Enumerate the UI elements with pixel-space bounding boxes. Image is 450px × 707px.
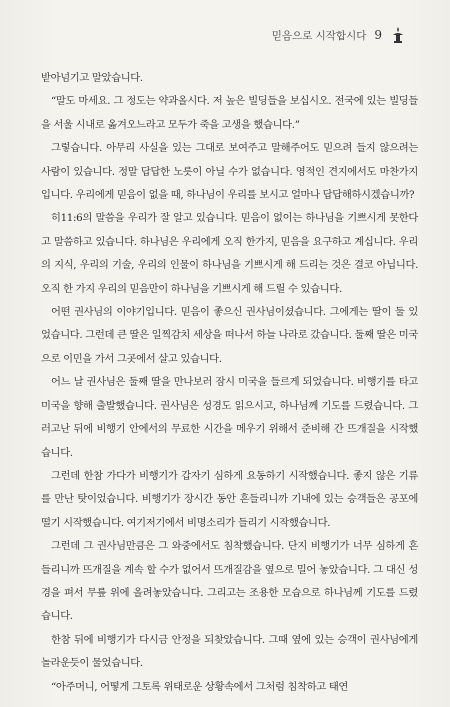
paragraph: 그런데 그 권사님만큼은 그 와중에서도 침착했습니다. 단지 비행기가 너무 심하게 흔들리니까 뜨개질을 계속 할 수가 없어서 뜨개질감을 옆으로 밀어 놓았습니다. 그 대신 성경을 펴서 무릎 위에 올려놓았습니다. 그리고는 조용한 모습으로 하나님께 기도를 드렸습니다. (41, 540, 418, 623)
paragraph: 어느 날 권사님은 둘째 딸을 만나보러 잠시 미국을 들르게 되었습니다. 비행기를 타고 미국을 향해 출발했습니다. 권사님은 성경도 읽으시고, 하나님께 기도를 드렸습니다. 그러고난 뒤에 비행기 안에서의 무료한 시간을 메우기 위해서 준비해 간 뜨개질을 시작했습니다. (41, 376, 418, 459)
paragraph: 그런데 한참 가다가 비행기가 갑자기 심하게 요동하기 시작했습니다. 좋지 않은 기류를 만난 탓이었습니다. 비행기가 장시간 동안 흔들리니까 기내에 있는 승객들은 공포에 떨기 시작했습니다. 여기저기에서 비명소리가 들리기 시작했습니다. (41, 469, 418, 529)
paragraph: 받아넘기고 말았습니다. (41, 72, 143, 84)
paragraph: “말도 마세요. 그 정도는 약과올시다. 저 높은 빌딩들을 보십시오. 전국에 있는 빌딩들을 서울 시내로 옮겨오느라고 모두가 죽을 고생을 했습니다.” (41, 95, 418, 131)
paragraph: 히11:6의 말씀을 우리가 잘 알고 있습니다. 믿음이 없이는 하나님을 기쁘시게 못한다고 말씀하고 있습니다. 하나님은 우리에게 오직 한가지, 믿음을 요구하고 계십니다. 우리의 지식, 우리의 기술, 우리의 인물이 하나님을 기쁘시게 해 드리는 것은 결코 아닙니다. 오직 한 가지 우리의 믿음만이 하나님을 기쁘시게 해 드릴 수 있습니다. (41, 212, 418, 295)
page-number: 9 (374, 28, 382, 42)
lamp-ornament-icon (390, 26, 406, 44)
paragraph: 한참 뒤에 비행기가 다시금 안정을 되찾았습니다. 그때 옆에 있는 승객이 권사님에게 놀라운듯이 물었습니다. (41, 633, 418, 670)
running-header (272, 26, 406, 44)
paragraph: 어떤 권사님의 이야기입니다. 믿음이 좋으신 권사님이셨습니다. 그에게는 딸이 둘 있었습니다. 그런데 큰 딸은 일찍감치 세상을 떠나서 하늘 나라로 갔습니다. 둘째 딸은 미국으로 이민을 가서 그곳에서 살고 있습니다. (41, 306, 418, 365)
paragraph: 그렇습니다. 아무리 사실을 있는 그대로 보여주고 말해주어도 믿으려 들지 않으려는 사람이 있습니다. 정말 답답한 노릇이 아닐 수가 없습니다. 영적인 견지에서도 마찬가지입니다. 우리에게 믿음이 없을 때, 하나님이 우리를 보시고 얼마나 답답해하시겠습니까? (41, 142, 418, 202)
chapter-title: 믿음으로 시작합시다 (271, 29, 367, 42)
paragraph: “아주머니, 어떻게 그토록 위태로운 상황속에서 그처럼 침착하고 태연 (51, 680, 349, 693)
body-text (41, 67, 418, 699)
